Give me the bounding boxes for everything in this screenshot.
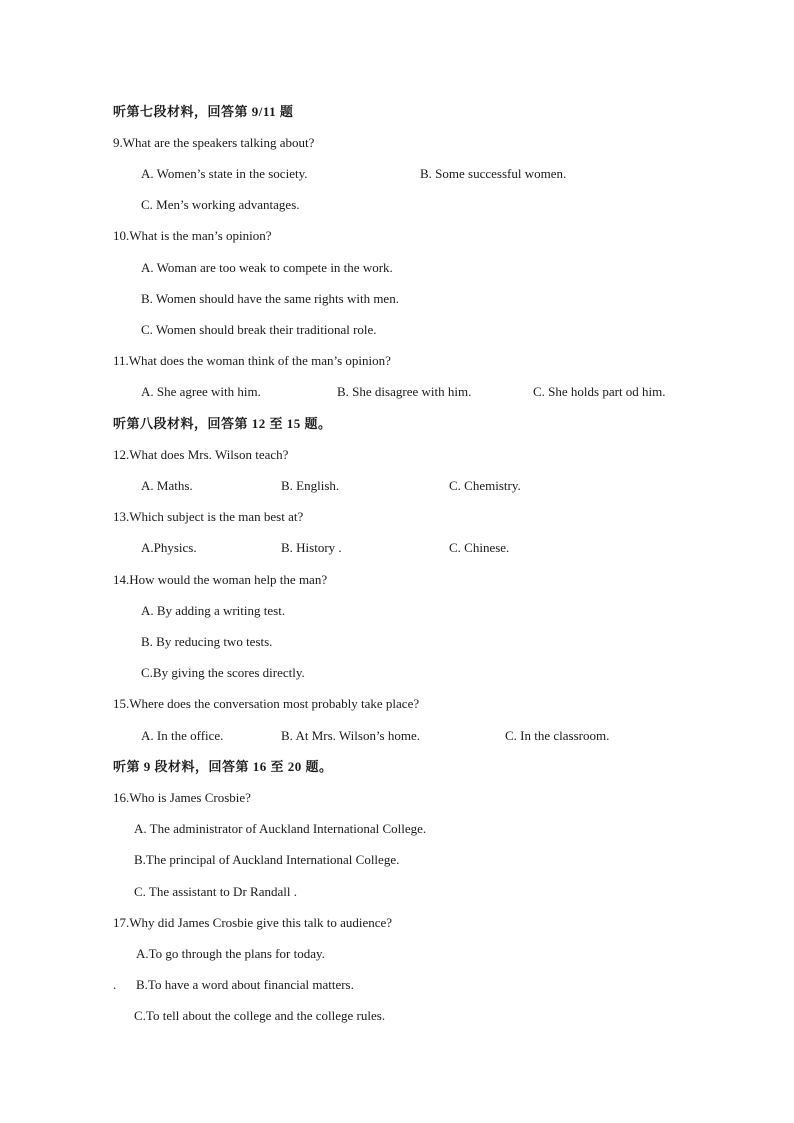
- question-14-option-b: B. By reducing two tests.: [141, 634, 273, 649]
- question-17-option-a: A.To go through the plans for today.: [136, 946, 325, 961]
- question-16-option-a: A. The administrator of Auckland International College.: [134, 821, 427, 836]
- question-17-stray-dot: .: [113, 977, 117, 992]
- question-10-option-c: C. Women should break their traditional role.: [141, 322, 377, 337]
- question-12-option-b: B. English.: [281, 478, 340, 493]
- question-14-stem: 14.How would the woman help the man?: [113, 572, 328, 587]
- question-15-option-a: A. In the office.: [141, 728, 224, 743]
- question-11-option-c: C. She holds part od him.: [533, 384, 666, 399]
- question-15-option-c: C. In the classroom.: [505, 728, 610, 743]
- question-17-stem: 17.Why did James Crosbie give this talk to audience?: [113, 915, 393, 930]
- question-10-stem: 10.What is the man’s opinion?: [113, 228, 272, 243]
- question-14-option-a: A. By adding a writing test.: [141, 603, 286, 618]
- question-10-option-a: A. Woman are too weak to compete in the work.: [141, 260, 393, 275]
- question-10-option-b: B. Women should have the same rights with men.: [141, 291, 399, 306]
- question-17-option-b: B.To have a word about financial matters.: [136, 977, 354, 992]
- question-9-option-a: A. Women’s state in the society.: [141, 166, 308, 181]
- question-9-stem: 9.What are the speakers talking about?: [113, 135, 315, 150]
- question-11-stem: 11.What does the woman think of the man’s opinion?: [113, 353, 391, 368]
- question-13-option-a: A.Physics.: [141, 540, 197, 555]
- question-17-option-c: C.To tell about the college and the college rules.: [134, 1008, 386, 1023]
- question-12-option-c: C. Chemistry.: [449, 478, 521, 493]
- section-heading-9: 听第 9 段材料，回答第 16 至 20 题。: [113, 759, 333, 774]
- question-16-option-b: B.The principal of Auckland International College.: [134, 852, 400, 867]
- question-13-option-b: B. History .: [281, 540, 342, 555]
- question-16-option-c: C. The assistant to Dr Randall .: [134, 884, 297, 899]
- question-11-option-a: A. She agree with him.: [141, 384, 261, 399]
- question-13-option-c: C. Chinese.: [449, 540, 510, 555]
- question-14-option-c: C.By giving the scores directly.: [141, 665, 305, 680]
- question-12-option-a: A. Maths.: [141, 478, 193, 493]
- question-16-stem: 16.Who is James Crosbie?: [113, 790, 251, 805]
- question-15-stem: 15.Where does the conversation most probably take place?: [113, 696, 420, 711]
- question-9-option-c: C. Men’s working advantages.: [141, 197, 300, 212]
- question-9-option-b: B. Some successful women.: [420, 166, 567, 181]
- section-heading-8: 听第八段材料，回答第 12 至 15 题。: [113, 416, 332, 431]
- question-15-option-b: B. At Mrs. Wilson’s home.: [281, 728, 421, 743]
- section-heading-7: 听第七段材料，回答第 9/11 题: [113, 104, 294, 119]
- question-11-option-b: B. She disagree with him.: [337, 384, 472, 399]
- question-12-stem: 12.What does Mrs. Wilson teach?: [113, 447, 289, 462]
- question-13-stem: 13.Which subject is the man best at?: [113, 509, 304, 524]
